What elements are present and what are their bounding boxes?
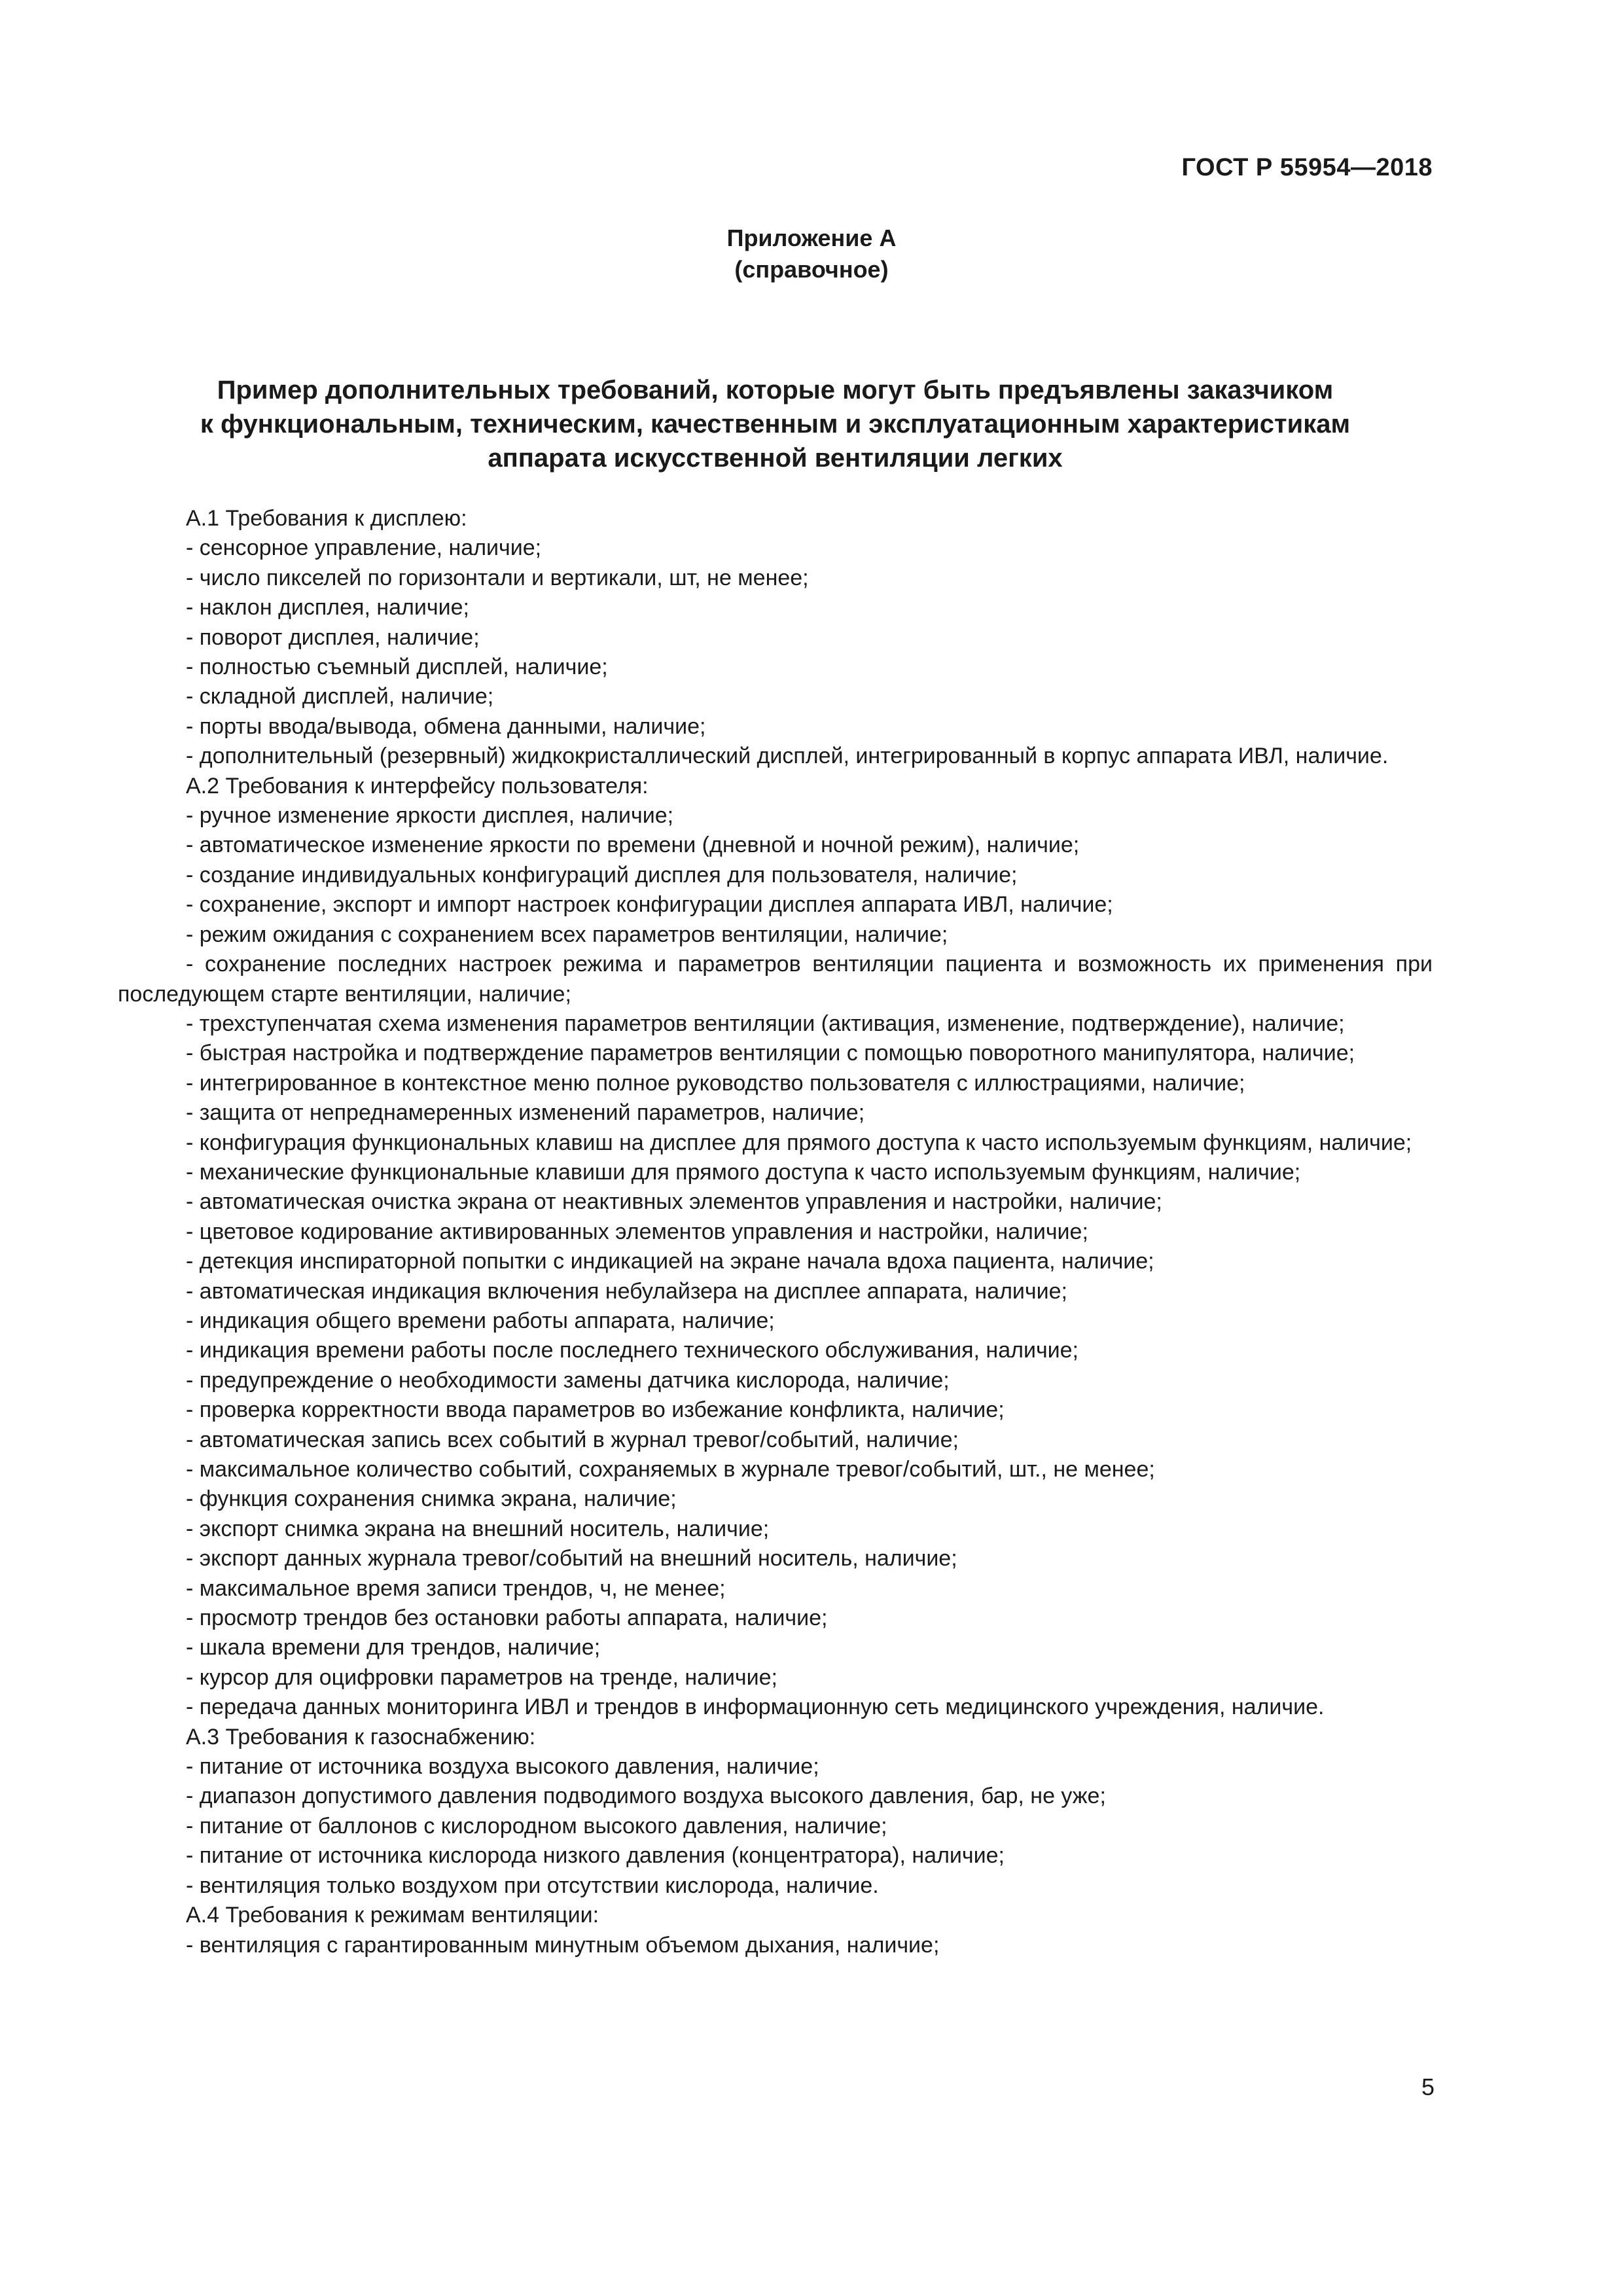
requirement-item: - автоматическая очистка экрана от неактивных элементов управления и настройки, наличие;	[186, 1189, 1162, 1215]
requirement-item: - ручное изменение яркости дисплея, наличие;	[186, 803, 674, 829]
requirement-item: - поворот дисплея, наличие;	[186, 624, 480, 650]
appendix-label: Приложение А	[726, 224, 897, 251]
section-heading: А.4 Требования к режимам вентиляции:	[186, 1903, 599, 1928]
requirement-item: - максимальное время записи трендов, ч, не менее;	[186, 1575, 726, 1601]
requirement-item: - максимальное количество событий, сохраняемых в журнале тревог/событий, шт., не менее;	[186, 1457, 1155, 1482]
requirement-item: - индикация времени работы после последнего технического обслуживания, наличие;	[186, 1338, 1079, 1363]
requirement-item: - детекция инспираторной попытки с индикацией на экране начала вдоха пациента, наличие;	[186, 1249, 1154, 1274]
section-heading: А.2 Требования к интерфейсу пользователя:	[186, 773, 649, 798]
requirement-item: - защита от непреднамеренных изменений параметров, наличие;	[186, 1100, 865, 1126]
requirement-item: - цветовое кодирование активированных элементов управления и настройки, наличие;	[186, 1219, 1088, 1244]
requirement-item: - питание от источника кислорода низкого давления (концентратора), наличие;	[186, 1843, 1005, 1869]
title-line: к функциональным, техническим, качественным и эксплуатационным характеристикам	[200, 410, 1351, 439]
requirement-item: - шкала времени для трендов, наличие;	[186, 1635, 601, 1660]
page-number: 5	[1421, 2073, 1435, 2100]
requirement-item: - интегрированное в контекстное меню полное руководство пользователя с иллюстрациями, наличие;	[186, 1070, 1245, 1096]
requirement-item: - экспорт данных журнала тревог/событий на внешний носитель, наличие;	[186, 1546, 957, 1571]
title-line: Пример дополнительных требований, которые могут быть предъявлены заказчиком	[217, 376, 1334, 404]
standard-id: ГОСТ Р 55954—2018	[1181, 154, 1433, 181]
section-heading: А.3 Требования к газоснабжению:	[186, 1724, 536, 1749]
requirement-item: - просмотр трендов без остановки работы аппарата, наличие;	[186, 1605, 828, 1631]
requirement-item: - порты ввода/вывода, обмена данными, наличие;	[186, 713, 706, 739]
requirement-item: - число пикселей по горизонтали и вертикали, шт, не менее;	[186, 565, 809, 590]
requirement-item: - вентиляция с гарантированным минутным объемом дыхания, наличие;	[186, 1932, 940, 1958]
appendix-type: (справочное)	[734, 256, 889, 283]
requirement-item: - конфигурация функциональных клавиш на дисплее для прямого доступа к часто используемым функциям, наличие;	[186, 1130, 1412, 1155]
requirement-item: - питание от источника воздуха высокого давления, наличие;	[186, 1754, 819, 1780]
requirement-item: - автоматическое изменение яркости по времени (дневной и ночной режим), наличие;	[186, 833, 1080, 858]
requirement-item: - сохранение, экспорт и импорт настроек конфигурации дисплея аппарата ИВЛ, наличие;	[186, 892, 1113, 918]
document-title	[118, 373, 1433, 475]
requirement-item: - индикация общего времени работы аппарата, наличие;	[186, 1308, 775, 1333]
requirement-item: - дополнительный (резервный) жидкокристаллический дисплей, интегрированный в корпус аппарата ИВЛ, наличие.	[186, 744, 1389, 769]
requirement-item: - режим ожидания с сохранением всех параметров вентиляции, наличие;	[186, 922, 948, 947]
requirement-item: - наклон дисплея, наличие;	[186, 595, 469, 620]
requirement-item: - вентиляция только воздухом при отсутствии кислорода, наличие.	[186, 1873, 879, 1898]
requirement-item: - питание от баллонов с кислородном высокого давления, наличие;	[186, 1813, 887, 1839]
section-heading: А.1 Требования к дисплею:	[186, 506, 467, 531]
requirement-item: - создание индивидуальных конфигураций дисплея для пользователя, наличие;	[186, 862, 1018, 888]
requirement-item: - сохранение последних настроек режима и параметров вентиляции пациента и возможность их применения при последующем старте вентиляции, наличие;	[118, 952, 1433, 1007]
requirement-item: - экспорт снимка экрана на внешний носитель, наличие;	[186, 1516, 770, 1541]
requirement-item: - диапазон допустимого давления подводимого воздуха высокого давления, бар, не уже;	[186, 1784, 1106, 1809]
requirement-item: - полностью съемный дисплей, наличие;	[186, 655, 608, 680]
requirement-item: - сенсорное управление, наличие;	[186, 535, 542, 561]
requirement-item: - проверка корректности ввода параметров во избежание конфликта, наличие;	[186, 1397, 1005, 1423]
requirements-body	[118, 504, 1433, 1960]
requirement-item: - трехступенчатая схема изменения параметров вентиляции (активация, изменение, подтверждение), наличие;	[186, 1011, 1345, 1036]
appendix-heading	[0, 223, 1623, 285]
requirement-item: - функция сохранения снимка экрана, наличие;	[186, 1486, 677, 1512]
requirement-item: - автоматическая индикация включения небулайзера на дисплее аппарата, наличие;	[186, 1278, 1067, 1304]
requirement-item: - автоматическая запись всех событий в журнал тревог/событий, наличие;	[186, 1427, 959, 1452]
requirement-item: - складной дисплей, наличие;	[186, 684, 494, 709]
requirement-item: - предупреждение о необходимости замены датчика кислорода, наличие;	[186, 1367, 950, 1393]
requirement-item: - быстрая настройка и подтверждение параметров вентиляции с помощью поворотного манипулятора, наличие;	[186, 1041, 1355, 1066]
title-line: аппарата искусственной вентиляции легких	[488, 444, 1063, 473]
requirement-item: - курсор для оцифровки параметров на тренде, наличие;	[186, 1664, 777, 1690]
requirement-item: - передача данных мониторинга ИВЛ и трендов в информационную сеть медицинского учреждения, наличие.	[186, 1695, 1325, 1720]
requirement-item: - механические функциональные клавиши для прямого доступа к часто используемым функциям, наличие;	[186, 1159, 1301, 1185]
